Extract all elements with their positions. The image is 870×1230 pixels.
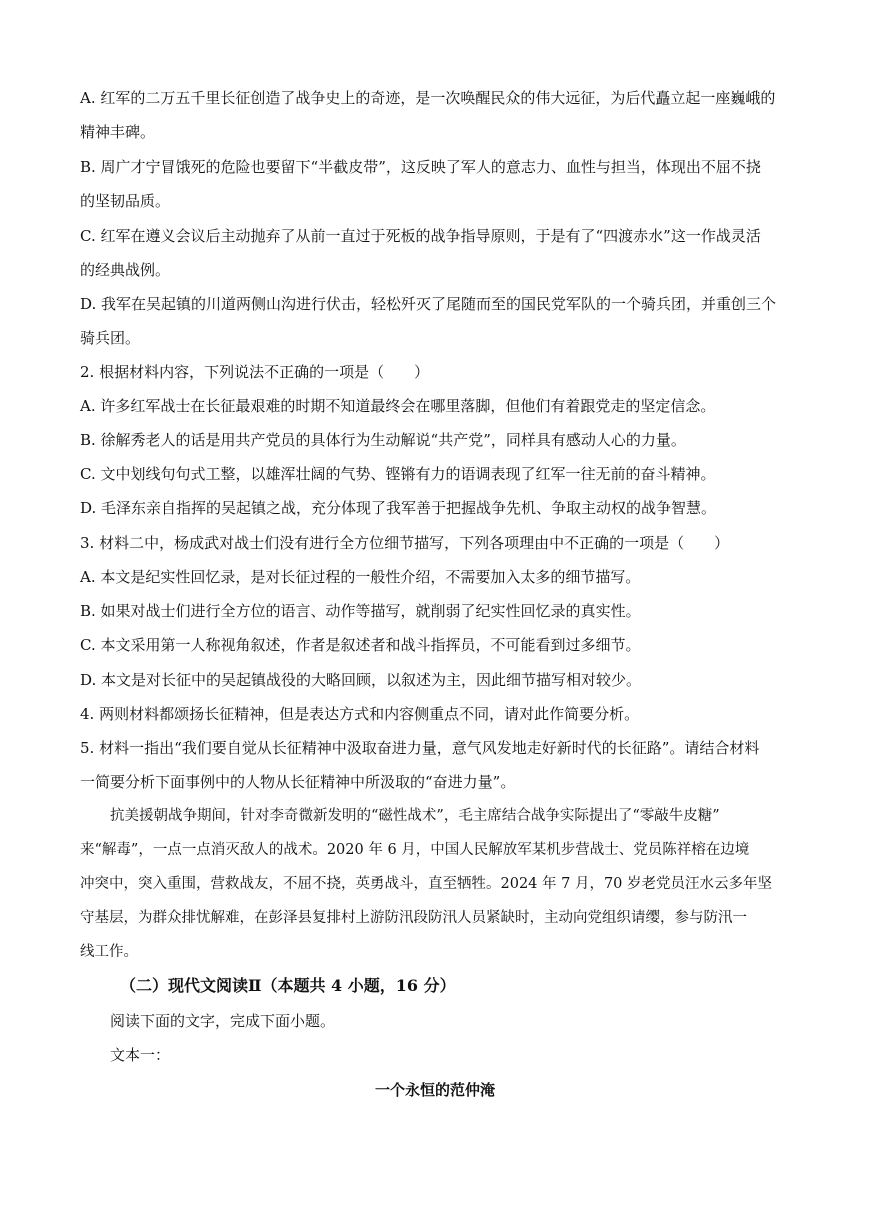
case-passage-line1: 抗美援朝战争期间，针对李奇微新发明的“磁性战术”，毛主席结合战争实际提出了“零敲牛皮糖” — [110, 808, 720, 824]
q3-option-d: D. 本文是对长征中的吴起镇战役的大略回顾，以叙述为主，因此细节描写相对较少。 — [80, 671, 642, 689]
q2-stem: 2. 根据材料内容，下列说法不正确的一项是（ ） — [80, 363, 430, 381]
q1-option-c-line2: 的经典战例。 — [80, 261, 171, 279]
q1-option-b-line2: 的坚韧品质。 — [80, 192, 171, 210]
q3-stem: 3. 材料二中，杨成武对战士们没有进行全方位细节描写，下列各项理由中不正确的一项是（ ） — [80, 534, 730, 552]
q3-option-a: A. 本文是纪实性回忆录，是对长征过程的一般性介绍，不需要加入太多的细节描写。 — [80, 568, 641, 586]
q2-option-a: A. 许多红军战士在长征最艰难的时期不知道最终会在哪里落脚，但他们有着跟党走的坚定信念。 — [80, 397, 716, 415]
q2-option-b: B. 徐解秀老人的话是用共产党员的具体行为生动解说“共产党”，同样具有感动人心的力量。 — [80, 431, 686, 449]
article-title: 一个永恒的范仲淹 — [374, 1081, 495, 1099]
q5-stem-line2: 一简要分析下面事例中的人物从长征精神中所汲取的“奋进力量”。 — [80, 773, 516, 791]
q2-option-c: C. 文中划线句句式工整，以雄浑壮阔的气势、铿锵有力的语调表现了红军一往无前的奋斗精神。 — [80, 465, 716, 483]
text-one-label: 文本一： — [110, 1046, 171, 1064]
q4-stem: 4. 两则材料都颂扬长征精神，但是表达方式和内容侧重点不同，请对此作简要分析。 — [80, 705, 640, 723]
case-passage-line5: 线工作。 — [80, 944, 138, 960]
q1-option-a-line1: A. 红军的二万五千里长征创造了战争史上的奇迹，是一次唤醒民众的伟大远征，为后代矗立起一座巍峨的 — [80, 89, 776, 107]
q2-option-d: D. 毛泽东亲自指挥的吴起镇之战，充分体现了我军善于把握战争先机、争取主动权的战争智慧。 — [80, 499, 717, 517]
case-passage-line3: 冲突中，突入重围，营救战友，不屈不挠，英勇战斗，直至牺牲。2024 年 7 月，70 岁老党员汪水云多年坚 — [80, 876, 773, 892]
case-passage-line4: 守基层，为群众排忧解难，在彭泽县复排村上游防汛段防汛人员紧缺时，主动向党组织请缨，参与防汛一 — [80, 910, 747, 926]
section-heading: （二）现代文阅读Ⅱ（本题共 4 小题，16 分） — [120, 976, 456, 995]
q1-option-d-line2: 骑兵团。 — [80, 329, 141, 347]
q1-option-a-line2: 精神丰碑。 — [80, 123, 156, 141]
q3-option-c: C. 本文采用第一人称视角叙述，作者是叙述者和战斗指挥员，不可能看到过多细节。 — [80, 636, 641, 654]
q1-option-b-line1: B. 周广才宁冒饿死的危险也要留下“半截皮带”，这反映了军人的意志力、血性与担当，体现出不屈不挠 — [80, 158, 761, 176]
q1-option-d-line1: D. 我军在吴起镇的川道两侧山沟进行伏击，轻松歼灭了尾随而至的国民党军队的一个骑兵团，并重创三个 — [80, 295, 777, 313]
q5-stem-line1: 5. 材料一指出“我们要自觉从长征精神中汲取奋进力量，意气风发地走好新时代的长征路”。请结合材料 — [80, 739, 760, 757]
q3-option-b: B. 如果对战士们进行全方位的语言、动作等描写，就削弱了纪实性回忆录的真实性。 — [80, 602, 641, 620]
reading-instruction: 阅读下面的文字，完成下面小题。 — [110, 1012, 336, 1030]
q1-option-c-line1: C. 红军在遵义会议后主动抛弃了从前一直过于死板的战争指导原则，于是有了“四渡赤水”这一作战灵活 — [80, 227, 761, 245]
case-passage-line2: 来“解毒”，一点一点消灭敌人的战术。2020 年 6 月，中国人民解放军某机步营战士、党员陈祥榕在边境 — [80, 842, 750, 858]
